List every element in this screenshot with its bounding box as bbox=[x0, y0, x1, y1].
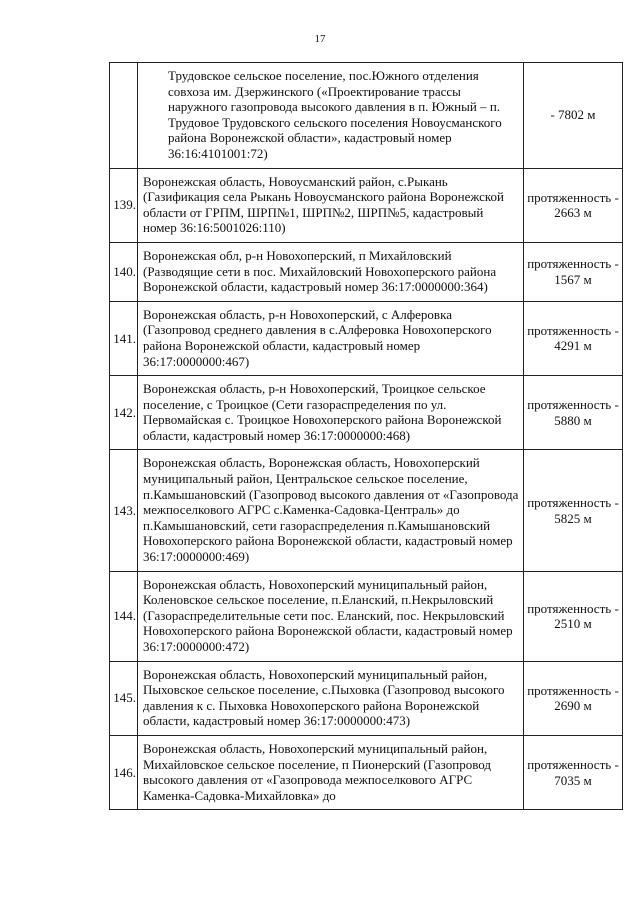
table-row bbox=[110, 168, 623, 242]
row-length: протяженность - 5825 м bbox=[524, 450, 623, 571]
row-description: Воронежская область, Воронежская область, Новохоперский муниципальный район, Центральское сельское поселение, п.Камышановский (Газопровод высокого давления от «Газопровода межпоселкового АГРС с.Каменка-Садовка-Централь» до п.Камышановский, сети газораспределения п.Камышановский Новохоперского района Воронежской области, кадастровый номер 36:17:0000000:469) bbox=[138, 450, 524, 571]
row-description: Воронежская область, Новохоперский муниципальный район, Михайловское сельское поселение, п Пионерский (Газопровод высокого давления от «Газопровода межпоселкового АГРС Каменка-Садовка-Михайловка» до bbox=[138, 735, 524, 809]
row-description: Воронежская область, р-н Новохоперский, с Алферовка (Газопровод среднего давления в с.Алферовка Новохоперского района Воронежской области, кадастровый номер 36:17:0000000:467) bbox=[138, 301, 524, 375]
table-row bbox=[110, 450, 623, 571]
row-length: протяженность - 2690 м bbox=[524, 661, 623, 735]
row-number: 146. bbox=[110, 735, 138, 809]
row-length: протяженность - 7035 м bbox=[524, 735, 623, 809]
row-length: протяженность - 1567 м bbox=[524, 242, 623, 301]
row-length: протяженность - 2663 м bbox=[524, 168, 623, 242]
row-description: Воронежская обл, р-н Новохоперский, п Михайловский (Разводящие сети в пос. Михайловский Новохоперского района Воронежской области, кадастровый номер 36:17:0000000:364) bbox=[138, 242, 524, 301]
table-row bbox=[110, 63, 623, 169]
row-number: 141. bbox=[110, 301, 138, 375]
row-length: протяженность - 5880 м bbox=[524, 376, 623, 450]
row-length: - 7802 м bbox=[524, 63, 623, 169]
table-row bbox=[110, 301, 623, 375]
row-description: Воронежская область, р-н Новохоперский, Троицкое сельское поселение, с Троицкое (Сети газораспределения по ул. Первомайская с. Троицкое Новохоперского района Воронежской области, кадастровый номер 36:17:0000000:468) bbox=[138, 376, 524, 450]
table-row bbox=[110, 242, 623, 301]
row-number bbox=[110, 63, 138, 169]
row-description: Воронежская область, Новоусманский район, с.Рыкань (Газификация села Рыкань Новоусманского района Воронежской области от ГРПМ, ШРП№1, ШРП№2, ШРП№5, кадастровый номер 36:16:5001026:110) bbox=[138, 168, 524, 242]
row-description: Воронежская область, Новохоперский муниципальный район, Коленовское сельское поселение, п.Еланский, п.Некрыловский (Газораспределительные сети пос. Еланский, пос. Некрыловский Новохоперского района Воронежской области, кадастровый номер 36:17:0000000:472) bbox=[138, 571, 524, 661]
row-number: 142. bbox=[110, 376, 138, 450]
row-length: протяженность - 2510 м bbox=[524, 571, 623, 661]
registry-table bbox=[109, 62, 623, 810]
row-number: 144. bbox=[110, 571, 138, 661]
table-row bbox=[110, 735, 623, 809]
row-number: 140. bbox=[110, 242, 138, 301]
row-description: Воронежская область, Новохоперский муниципальный район, Пыховское сельское поселение, с.Пыховка (Газопровод высокого давления к с. Пыховка Новохоперского района Воронежской области, кадастровый номер 36:17:0000000:473) bbox=[138, 661, 524, 735]
row-description: Трудовское сельское поселение, пос.Южного отделения совхоза им. Дзержинского («Проектирование трассы наружного газопровода высокого давления в п. Южный – п. Трудовое Трудовского сельского поселения Новоусманского района Воронежской области», кадастровый номер 36:16:4101001:72) bbox=[138, 63, 524, 169]
row-length: протяженность - 4291 м bbox=[524, 301, 623, 375]
row-number: 145. bbox=[110, 661, 138, 735]
table-row bbox=[110, 376, 623, 450]
row-number: 139. bbox=[110, 168, 138, 242]
row-number: 143. bbox=[110, 450, 138, 571]
page-number: 17 bbox=[314, 33, 326, 45]
table-row bbox=[110, 661, 623, 735]
table-row bbox=[110, 571, 623, 661]
